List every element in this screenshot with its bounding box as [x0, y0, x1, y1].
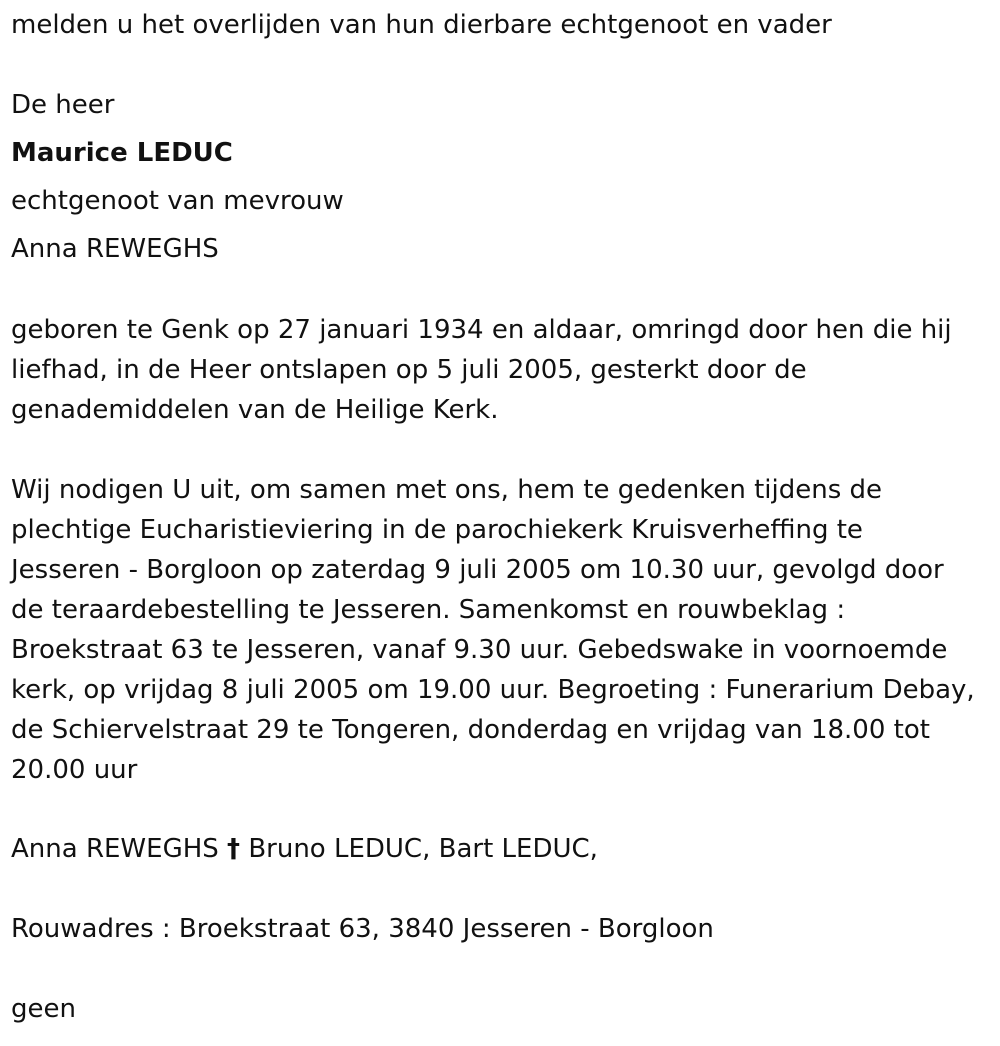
salutation: De heer — [11, 90, 115, 120]
invitation-line: kerk, op vrijdag 8 juli 2005 om 19.00 uur. Begroeting : Funerarium Debay, — [11, 675, 975, 705]
invitation-paragraph — [11, 470, 975, 790]
invitation-line: Wij nodigen U uit, om samen met ons, hem te gedenken tijdens de — [11, 475, 883, 505]
invitation-line: 20.00 uur — [11, 755, 138, 785]
invitation-line: plechtige Eucharistieviering in de parochiekerk Kruisverheffing te — [11, 515, 863, 545]
invitation-line: Jesseren - Borgloon op zaterdag 9 juli 2005 om 10.30 uur, gevolgd door — [11, 555, 944, 585]
deceased-name: Maurice LEDUC — [11, 138, 233, 168]
closing-text: geen — [11, 994, 76, 1024]
invitation-line: Broekstraat 63 te Jesseren, vanaf 9.30 uur. Gebedswake in voornoemde — [11, 635, 948, 665]
birth-paragraph — [11, 310, 952, 430]
family-members: Bruno LEDUC, Bart LEDUC, — [248, 834, 598, 864]
family-line — [11, 834, 598, 864]
intro-text: melden u het overlijden van hun dierbare echtgenoot en vader — [11, 10, 832, 40]
birth-line: liefhad, in de Heer ontslapen op 5 juli 2005, gesterkt door de — [11, 355, 807, 385]
cross-icon: † — [227, 834, 241, 864]
spouse-name: Anna REWEGHS — [11, 234, 219, 264]
birth-line: geboren te Genk op 27 januari 1934 en aldaar, omringd door hen die hij — [11, 315, 952, 345]
mourning-address: Rouwadres : Broekstraat 63, 3840 Jesseren - Borgloon — [11, 914, 714, 944]
spouse-label: echtgenoot van mevrouw — [11, 186, 344, 216]
family-member: Anna REWEGHS — [11, 834, 219, 864]
birth-line: genademiddelen van de Heilige Kerk. — [11, 395, 499, 425]
invitation-line: de Schiervelstraat 29 te Tongeren, donderdag en vrijdag van 18.00 tot — [11, 715, 930, 745]
invitation-line: de teraardebestelling te Jesseren. Samenkomst en rouwbeklag : — [11, 595, 846, 625]
